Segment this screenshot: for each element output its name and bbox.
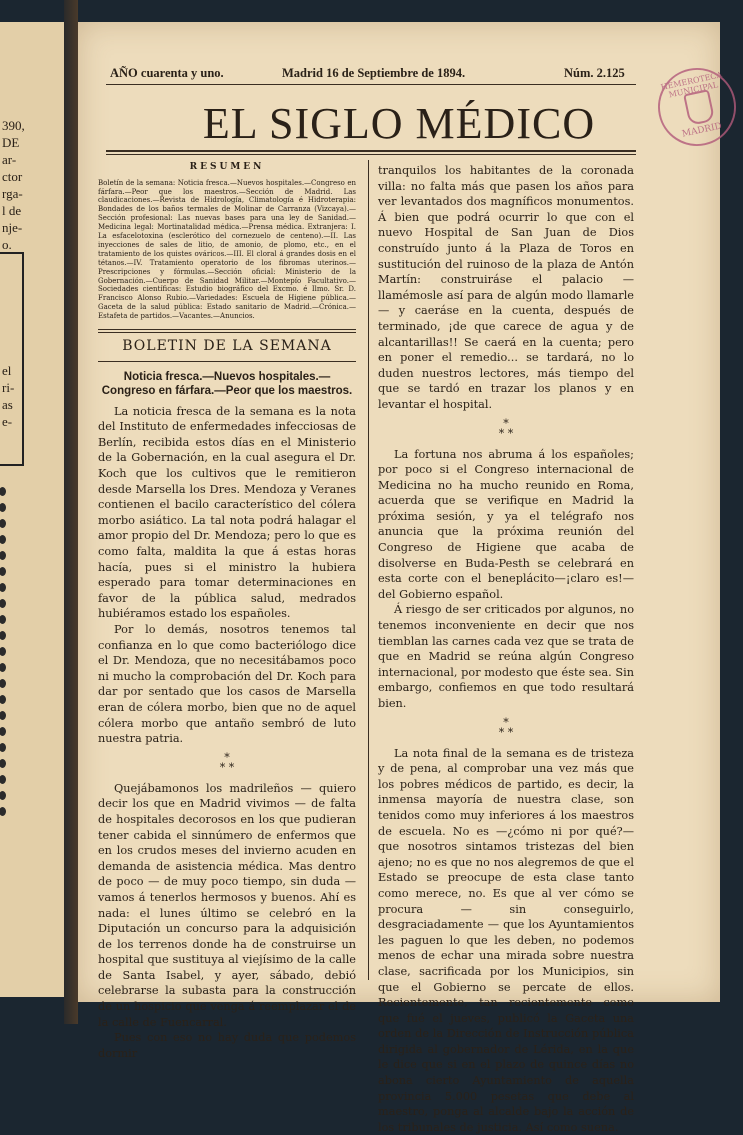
section-subhead: Noticia fresca.—Nuevos hospitales.—Congreso en fárfara.—Peor que los maestros. <box>101 370 353 397</box>
prev-page-fragment: nje- <box>2 220 23 235</box>
paragraph: La noticia fresca de la semana es la nota del Instituto de enfermedades infecciosas de Berlín, recibida estos días en el Ministerio de la Gobernación, en la cual asegura el Dr. Koch que los cultivos que le remitieron desde Marsella los Dres. Mendoza y Veranes contienen el bacilo característico del cólera morbo asiático. La tal nota podrá halagar el amor propio del Dr. Mendoza; pero lo que es como falta, maldita la que á estas horas hacía, pues si el ministro la hubiera esperado para tomar determinaciones en favor de la pública salud, medrados hubiéramos estado los españoles. <box>98 404 356 621</box>
left-column <box>98 160 356 1061</box>
paragraph: Á riesgo de ser criticados por algunos, no tenemos inconveniente en decir que nos tiemblan las carnes cada vez que se trata de que en Madrid se reúna algún Congreso internacional, por modesto que éste sea. Sin embargo, confiemos en que todo resultará bien. <box>378 603 634 710</box>
masthead-rule-thin <box>106 154 636 155</box>
prev-page-fragment: DE <box>2 135 20 150</box>
newspaper-page <box>78 22 723 1134</box>
paragraph: Pues con eso no hay duda que podemos dormir <box>98 1031 356 1060</box>
section-rule <box>98 329 356 333</box>
masthead-title: EL SIGLO MÉDICO <box>202 99 596 148</box>
paragraph: tranquilos los habitantes de la coronada villa: no falta más que pasen los años para ver levantados dos magníficos monumentos. Á bien que podrá ocurrir lo que con el nuevo Hospital de San Juan de Dios construído junto á la Plaza de Toros en sustitución del ruinoso de la plaza de Antón Martín: construiráse el palacio — llamémosle así para de algún modo llamarle — y caeráse en la cuenta, después de terminado, ¡de que carece de agua y de alcantarillas!! Se caerá en la cuenta; pero en poner el remedio... se tardará, no lo duden nuestros lectores, más tiempo del que se tardó en trazar los planos y en levantar el hospital. <box>378 164 634 411</box>
masthead-rule <box>106 150 636 152</box>
summary-title: RESUMEN <box>189 162 265 172</box>
prev-page-fragment: ctor <box>2 169 23 184</box>
issue-number: Núm. 2.125 <box>564 66 625 80</box>
section-title: BOLETIN DE LA SEMANA <box>122 338 332 355</box>
paragraph: La fortuna nos abruma á los españoles; por poco si el Congreso internacional de Medicina no ha mucho reunido en Roma, acuerda que se verifique en Madrid la próxima sesión, y ya el telégrafo nos anuncia que la próxima reunión del Congreso de Higiene que acaba de disolverse en Buda-Pesth se celebrará en esta corte con el beneplácito—¡claro es!—del Gobierno español. <box>378 447 634 601</box>
prev-page-fragment: el <box>2 363 12 378</box>
previous-page-edge <box>0 22 67 997</box>
summary-text: Boletín de la semana: Noticia fresca.—Nuevos hospitales.—Congreso en fárfara.—Peor que los maestros.—Sección de Madrid. Las claudicaciones.—Revista de Hidrología, Climatología é Hidroterapia: Bondades de los baños termales de Molinar de Carranza (Vizcaya).—Sección profesional: Las nuevas bases para una ley de Sanidad.—Medicina legal: Mortinatalidad médica.—Prensa médica. Extranjera: I. La esfacelotoxina (esclerótico del cornezuelo de centeno).—II. Las inyecciones de sales de litio, de amonio, de plomo, etc., en el tratamiento de los quistes ováricos.—III. El cloral á grandes dosis en el tétanos.—IV. Tratamiento operatorio de los fibromas uterinos.—Prescripciones y fórmulas.—Sección oficial: Ministerio de la Gobernación.—Cuerpo de Sanidad Militar.—Montepío Facultativo.—Sociedades científicas: Estudio biográfico del Excmo. é Ilmo. Sr. D. Francisco Alonso Rubio.—Variedades: Escuela de Higiene pública.—Gaceta de la salud pública: Estado sanitario de Madrid.—Crónica.—Estafeta de partidos.—Vacantes.—Anuncios. <box>98 178 356 321</box>
section-rule-bottom <box>98 361 356 362</box>
prev-page-fragment: ri- <box>2 380 15 395</box>
paragraph: Por lo demás, nosotros tenemos tal confianza en lo que como bacteriólogo dice el Dr. Mendoza, que no necesitábamos poco ni mucho la comprobación del Dr. Koch para dar por sentado que los casos de Marsella eran de cólera morbo, bien que no de aquel cólera morbo que antaño sembró de luto nuestra patria. <box>98 623 356 746</box>
prev-page-ad-box <box>0 252 24 466</box>
right-column <box>378 163 634 1135</box>
asterism-separator: * * * <box>498 715 514 739</box>
volume-label: AÑO cuarenta y uno. <box>110 66 224 80</box>
stamp-top-text: HEMEROTECA MUNICIPAL <box>659 70 723 100</box>
paragraph: La nota final de la semana es de tristeza y de pena, al comprobar una vez más que los pobres médicos de partido, es decir, la inmensa mayoría de nuestra clase, son tenidos como muy inferiores á los maestros de escuela. No es —¿cómo ni por qué?— que nosotros sintamos tristezas del bien ajeno; no es que no nos alegremos de que el Estado se preocupe de esta clase tanto como merece, no. Es que al ver cómo se procura — sin conseguirlo, desgraciadamente — que los Ayuntamientos les paguen lo que les deben, no podemos menos de echar una mirada sobre nuestra clase, sacrificada por los Municipios, sin que el Gobierno se percate de ellos. Recientemente, tan recientemente como que fué el jueves, publicó la Gaceta una orden de la Dirección de Instrucción pública dirigida al gobernador de Lérida, en la que le dice que si en el plazo de quince días no abona cierto Ayuntamiento de aquella provincia 5.000 pesetas que debe al maestro, ponga al alcalde bajo la acción de los tribunales de justicia. Así como suena. <box>378 746 634 1134</box>
paragraph: Quejábamonos los madrileños — quiero decir los que en Madrid vivimos — de falta de hospitales decorosos en los que pudieran tener cabida el sinnúmero de enfermos que en los crudos meses del invierno acuden en demanda de asistencia médica. Mas dentro de poco — de muy poco tiempo, sin duda — vamos á tenerlos hermosos y buenos. Ahí es nada: el lunes último se celebró en la Diputación un concurso para la adquisición de los terrenos donde ha de construirse un hospital que sustituya al viejísimo de la calle de Santa Isabel, y ayer, sábado, debió celebrarse la subasta para la construcción de un hospicio que venga á reemplazar el de la calle de Fuencarral. <box>98 781 356 1029</box>
prev-page-dotted-border <box>0 487 10 817</box>
header-rule <box>106 84 636 85</box>
date-label: Madrid 16 de Septiembre de 1894. <box>282 66 466 80</box>
prev-page-fragment: rga- <box>2 186 23 201</box>
asterism-separator: * * * <box>219 750 235 774</box>
book-gutter <box>64 0 78 1024</box>
prev-page-fragment: ar- <box>2 152 17 167</box>
stamp-bottom-text: MADRID <box>681 121 723 140</box>
prev-page-fragment: 390, <box>2 118 25 133</box>
prev-page-fragment: as <box>2 397 13 412</box>
prev-page-fragment: e- <box>2 414 13 429</box>
asterism-separator: * * * <box>498 416 514 440</box>
column-divider <box>368 160 369 980</box>
prev-page-fragment: o. <box>2 237 12 252</box>
prev-page-fragment: l de <box>2 203 22 218</box>
